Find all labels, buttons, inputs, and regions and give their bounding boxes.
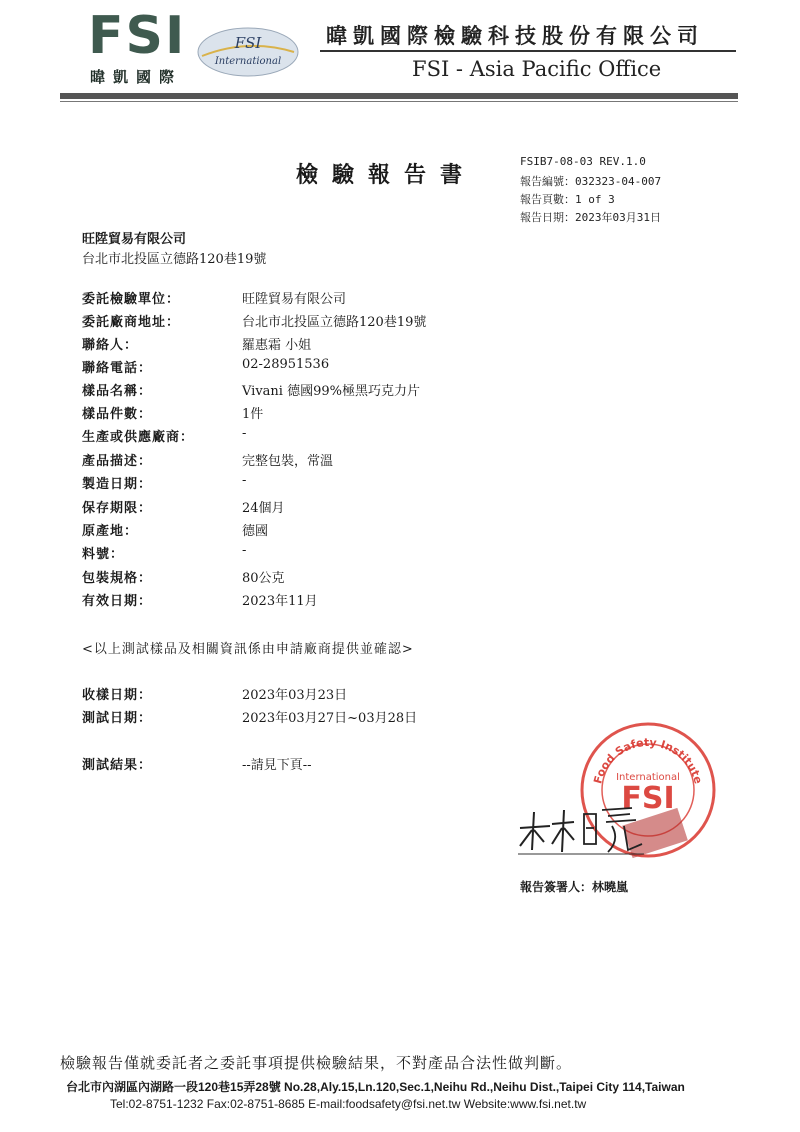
field-row (82, 567, 642, 589)
date-row (82, 707, 642, 729)
field-value: 羅惠霜 小姐 (242, 338, 312, 353)
date-label: 收樣日期： (82, 688, 153, 703)
client-name: 旺陞貿易有限公司 (82, 232, 187, 247)
field-value: 02-28951536 (242, 357, 330, 372)
footer-contact: Tel:02-8751-1232 Fax:02-8751-8685 E-mail:foodsafety@fsi.net.tw Website:www.fsi.net.tw (110, 1097, 587, 1111)
stamp-center-text: FSI (621, 781, 675, 816)
field-label: 生產或供應廠商： (82, 430, 195, 445)
field-row (82, 403, 642, 425)
field-label: 聯絡電話： (82, 361, 153, 376)
date-row (82, 684, 642, 706)
field-label: 委託廠商地址： (82, 315, 181, 330)
handwritten-signature (512, 800, 652, 860)
date-label: 測試日期： (82, 711, 153, 726)
field-value: 德國 (242, 524, 269, 539)
field-value: - (242, 426, 247, 441)
footer-disclaimer: 檢驗報告僅就委託者之委託事項提供檢驗結果，不對產品合法性做判斷。 (60, 1054, 573, 1072)
field-label: 產品描述： (82, 454, 153, 469)
field-label: 委託檢驗單位： (82, 292, 181, 307)
field-row (82, 520, 642, 542)
header-rule-thin (60, 101, 738, 102)
result-row (82, 754, 642, 776)
field-row (82, 497, 642, 519)
field-row (82, 357, 642, 379)
signer-label: 報告簽署人：林曉嵐 (520, 880, 629, 894)
field-label: 料號： (82, 547, 125, 562)
field-row (82, 334, 642, 356)
date-value: 2023年03月23日 (242, 688, 348, 703)
oval-logo-line1: FSI (234, 34, 262, 52)
report-date: 報告日期：2023年03月31日 (520, 211, 661, 224)
field-label: 包裝規格： (82, 571, 153, 586)
field-value: 2023年11月 (242, 594, 318, 609)
client-address: 台北市北投區立德路120巷19號 (82, 252, 267, 267)
field-label: 原產地： (82, 524, 139, 539)
form-code: FSIB7-08-03 REV.1.0 (520, 155, 646, 168)
company-name-zh: 暐凱國際檢驗科技股份有限公司 (326, 23, 704, 48)
company-name-en: FSI - Asia Pacific Office (412, 57, 662, 81)
field-value: 24個月 (242, 501, 285, 516)
field-value: Vivani 德國99%極黑巧克力片 (242, 384, 420, 399)
report-title: 檢驗報告書 (296, 162, 477, 188)
stamp-middle-text: International (616, 772, 680, 783)
field-label: 保存期限： (82, 501, 153, 516)
stamp-ring-text: Food Safety Institute (591, 735, 705, 786)
oval-logo-line2: International (214, 56, 282, 67)
header-rule-thick (60, 93, 738, 99)
date-value: 2023年03月27日~03月28日 (242, 711, 418, 726)
field-row (82, 543, 642, 565)
fsi-logo: FSI (88, 6, 187, 66)
field-row (82, 590, 642, 612)
field-value: 完整包裝，常溫 (242, 454, 334, 469)
field-row (82, 473, 642, 495)
field-label: 樣品件數： (82, 407, 153, 422)
report-pages: 報告頁數：1 of 3 (520, 193, 615, 206)
field-value: 台北市北投區立德路120巷19號 (242, 315, 427, 330)
field-label: 製造日期： (82, 477, 153, 492)
fsi-international-logo (196, 26, 300, 78)
field-value: 80公克 (242, 571, 285, 586)
report-number: 報告編號：032323-04-007 (520, 175, 662, 188)
field-row (82, 426, 642, 448)
field-value: - (242, 543, 247, 558)
result-label: 測試結果： (82, 758, 153, 773)
field-label: 聯絡人： (82, 338, 139, 353)
field-value: 1件 (242, 407, 264, 422)
result-value: --請見下頁-- (242, 758, 312, 773)
field-label: 有效日期： (82, 594, 153, 609)
field-row (82, 380, 642, 402)
fsi-logo-subtitle: 暐凱國際 (90, 68, 183, 86)
company-underline (320, 50, 736, 52)
field-value: - (242, 473, 247, 488)
field-row (82, 288, 642, 310)
field-value: 旺陞貿易有限公司 (242, 292, 347, 307)
field-row (82, 450, 642, 472)
field-row (82, 311, 642, 333)
field-label: 樣品名稱： (82, 384, 153, 399)
footer-address: 台北市內湖區內湖路一段120巷15弄28號 No.28,Aly.15,Ln.120,Sec.1,Neihu Rd.,Neihu Dist.,Taipei City 114,Taiwan (66, 1080, 685, 1094)
sample-info-note: <以上測試樣品及相關資訊係由申請廠商提供並確認> (82, 642, 414, 657)
